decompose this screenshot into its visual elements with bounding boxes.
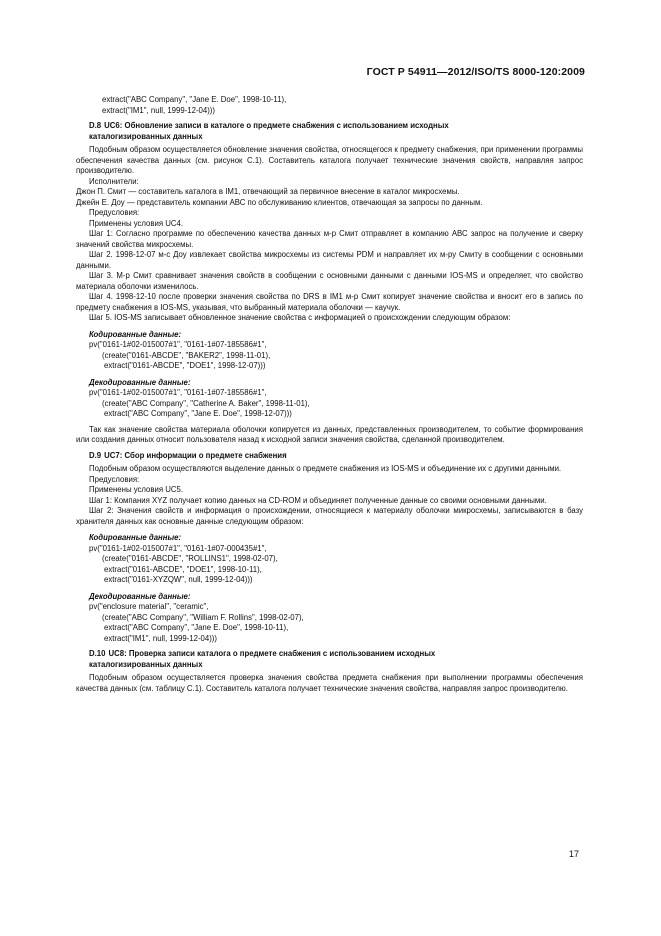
encoded-code-block [76,544,583,586]
code-line: extract("IM1", null, 1999-12-04))) [104,633,218,643]
section-title: UC6: Обновление записи в каталоге о предмете снабжения с использованием исходных [104,121,449,130]
code-line: (create("ABC Company", "Catherine A. Baker", 1998-11-01), [102,398,310,408]
paragraph: Предусловия: [89,474,140,484]
code-line: extract("IM1", null, 1999-12-04))) [102,105,216,115]
decoded-label: Декодированные данные: [89,591,191,601]
section-d8-heading [89,121,583,142]
page-number: 17 [568,849,579,859]
decoded-label: Декодированные данные: [89,377,191,387]
paragraph: Исполнители: [89,176,139,186]
encoded-code-block [76,340,583,372]
code-line: (create("ABC Company", "William F. Rollins", 1998-02-07), [102,612,304,622]
section-d10-heading [89,649,583,670]
section-title: UC8: Проверка записи каталога о предмете снабжения с использованием исходных [108,649,436,658]
code-line: extract("0161-ABCDE", "DOE1", 1998-10-11), [104,564,262,574]
code-line: extract("ABC Company", "Jane E. Doe", 1998-10-11), [104,623,289,632]
paragraph: Так как значение свойства материала оболочки копируется из данных, представленных производителем, то событие формирования или создания данных относит пользователя назад к исходной записи значения свойства, сделанной производителем. [76,424,583,444]
section-title-cont: каталогизированных данных [89,131,203,141]
paragraph: Применены условия UC4. [89,218,184,228]
code-line: (create("0161-ABCDE", "BAKER2", 1998-11-01), [102,350,271,360]
decoded-code-block [76,602,583,644]
decoded-code-block [76,388,583,420]
code-line: extract("0161-ABCDE", "DOE1", 1998-12-07))) [104,361,266,370]
paragraph: Предусловия: [89,208,140,217]
paragraph: Шаг 3. М-р Смит сравнивает значения свойств в сообщении с основными данными с данными IOS-MS и определяет, что свойство материала оболочки изменилось. [76,271,583,291]
encoded-label: Кодированные данные: [89,533,182,542]
code-line: pv("enclosure material", "ceramic", [89,602,209,611]
standard-header: ГОСТ Р 54911—2012/ISO/TS 8000-120:2009 [366,66,585,78]
paragraph: Применены условия UC5. [89,485,184,494]
section-title: UC7: Сбор информации о предмете снабжения [104,450,287,460]
section-title-cont: каталогизированных данных [89,659,203,669]
code-line: extract("0161-XYZQW", null, 1999-12-04))) [104,575,253,584]
paragraph: Шаг 5. IOS-MS записывает обновленное значение свойства с информацией о происхождении следующим образом: [89,313,511,322]
code-line: pv("0161-1#02-015007#1", "0161-1#07-000435#1", [89,543,267,553]
section-d9-heading [89,451,583,462]
paragraph: Джон П. Смит — составитель каталога в IM1, отвечающий за первичное внесение в каталог микросхемы. [76,187,460,196]
section-number: D.9 [89,450,102,460]
paragraph: Шаг 1: Согласно программе по обеспечению качества данных м-р Смит отправляет в компанию АВС запрос на получение и сверку значений свойства микросхемы. [76,229,583,249]
page-content [76,95,583,694]
paragraph: Подобным образом осуществляются выделение данных о предмете снабжения из IOS-MS и объединение их с другими данными. [89,464,562,473]
section-number: D.10 [89,649,106,658]
paragraph: Шаг 4. 1998-12-10 после проверки значения свойства по DRS в IM1 м-р Смит копирует значение свойства и вносит его в запись по предмету снабжения в IOS-MS, указывая, что выбранный материала оболочки — каучук. [76,292,583,312]
paragraph: Шаг 2: Значения свойств и информация о происхождении, относящиеся к материалу оболочки микросхемы, записываются в базу хранителя данных как основные данные следующим образом: [76,506,583,526]
section-number: D.8 [89,121,102,130]
paragraph: Подобным образом осуществляется проверка значения свойства предмета снабжения при выполнении программы обеспечения качества данных (см. таблицу С.1). Составитель каталога получает технические значения свойства, направляя запрос производителю. [76,673,583,693]
paragraph: Шаг 2. 1998-12-07 м-с Доу извлекает свойства микросхемы из системы PDM и направляет их м-ру Смиту в сообщении с основными данными. [76,250,583,270]
code-line: pv("0161-1#02-015007#1", "0161-1#07-185586#1", [89,388,267,397]
paragraph: Подобным образом осуществляется обновление значения свойства, относящегося к предмету снабжения, при применении программы обеспечения качества данных (см. рисунок С.1). Составитель каталога получает технические значения свойств, направляя запрос производителю. [76,145,583,175]
encoded-label: Кодированные данные: [89,329,182,339]
code-line: extract("ABC Company", "Jane E. Doe", 1998-10-11), [102,95,287,104]
code-line: (create("0161-ABCDE", "ROLLINS1", 1998-02-07), [102,554,278,563]
code-line: extract("ABC Company", "Jane E. Doe", 1998-12-07))) [104,409,292,418]
top-code-block [76,95,583,116]
code-line: pv("0161-1#02-015007#1", "0161-1#07-185586#1", [89,340,267,349]
paragraph: Джейн Е. Доу — представитель компании АВС по обслуживанию клиентов, отвечающая за запросы по данным. [76,197,483,207]
paragraph: Шаг 1: Компания XYZ получает копию данных на CD-ROM и объединяет полученные данные со своими основными данными. [89,495,547,505]
